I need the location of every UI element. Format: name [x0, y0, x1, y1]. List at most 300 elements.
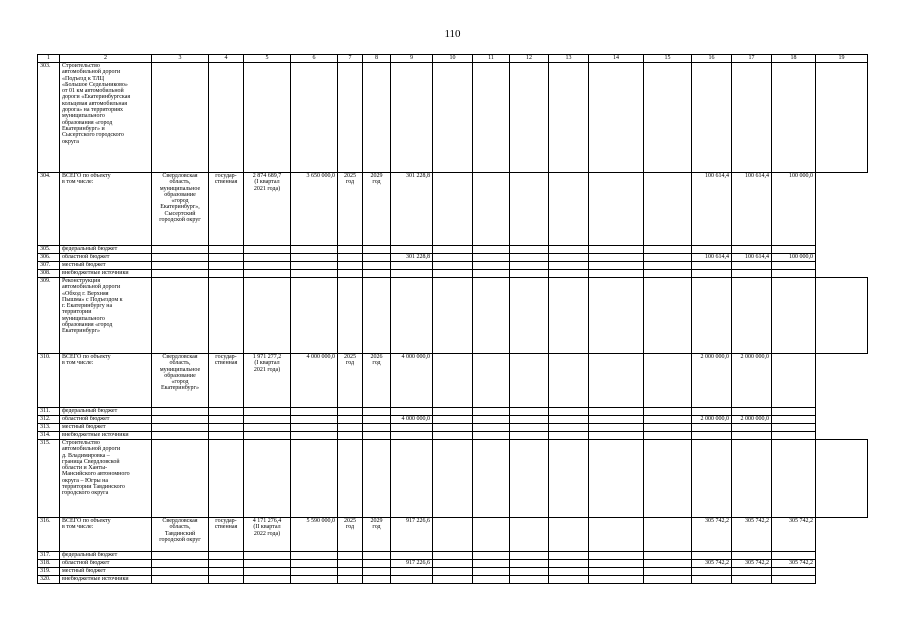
- table-cell: [473, 518, 510, 552]
- column-number-cell: 14: [589, 55, 644, 63]
- table-cell: [549, 552, 589, 560]
- table-cell: [363, 424, 391, 432]
- table-cell: [152, 63, 209, 173]
- row-label-cell: Строительство автомобильной дороги д. Владимировка – граница Свердловской области и Ханты- Мансийского автономного округа – Югры на территории Тавдинского городского округа: [60, 440, 152, 518]
- table-cell: [338, 63, 363, 173]
- table-cell: [510, 354, 549, 408]
- table-cell: государ- ственная: [209, 518, 244, 552]
- table-cell: [692, 408, 732, 416]
- table-cell: 2025 год: [338, 518, 363, 552]
- table-cell: [510, 576, 549, 584]
- table-cell: [589, 440, 644, 518]
- table-cell: [291, 424, 338, 432]
- table-cell: [692, 576, 732, 584]
- table-cell: [363, 552, 391, 560]
- table-cell: [291, 246, 338, 254]
- table-cell: [433, 440, 473, 518]
- table-cell: [433, 568, 473, 576]
- table-cell: [644, 518, 692, 552]
- table-cell: [433, 424, 473, 432]
- column-number-cell: 8: [363, 55, 391, 63]
- table-cell: [433, 262, 473, 270]
- table-cell: [589, 560, 644, 568]
- table-cell: [692, 278, 732, 354]
- table-cell: [772, 424, 816, 432]
- row-label-cell: областной бюджет: [60, 254, 152, 262]
- table-cell: [510, 440, 549, 518]
- table-cell: [644, 416, 692, 424]
- table-cell: [391, 246, 433, 254]
- table-cell: [473, 254, 510, 262]
- row-number-cell: 303.: [38, 63, 60, 173]
- table-row: [38, 262, 868, 270]
- table-cell: [338, 254, 363, 262]
- table-cell: [644, 246, 692, 254]
- table-cell: [732, 270, 772, 278]
- table-cell: [732, 424, 772, 432]
- table-cell: [433, 576, 473, 584]
- row-number-cell: 306.: [38, 254, 60, 262]
- table-cell: 100 000,0: [772, 173, 816, 246]
- table-cell: [816, 63, 868, 173]
- row-label-cell: внебюджетные источники: [60, 576, 152, 584]
- table-cell: [732, 552, 772, 560]
- table-cell: [338, 440, 363, 518]
- table-cell: [338, 568, 363, 576]
- table-cell: 305 742,2: [732, 560, 772, 568]
- table-cell: [152, 440, 209, 518]
- table-cell: государ- ственная: [209, 173, 244, 246]
- table-cell: [363, 262, 391, 270]
- table-cell: [732, 246, 772, 254]
- table-cell: [391, 270, 433, 278]
- table-cell: [152, 576, 209, 584]
- column-number-cell: 11: [473, 55, 510, 63]
- table-cell: [644, 254, 692, 262]
- table-cell: 2 000 000,0: [732, 416, 772, 424]
- table-cell: [589, 568, 644, 576]
- table-cell: [589, 354, 644, 408]
- table-cell: [291, 63, 338, 173]
- table-cell: [549, 63, 589, 173]
- table-cell: [589, 262, 644, 270]
- row-label-cell: местный бюджет: [60, 424, 152, 432]
- row-number-cell: 318.: [38, 560, 60, 568]
- column-number-cell: 17: [732, 55, 772, 63]
- table-cell: [732, 440, 772, 518]
- table-cell: Свердловская область, муниципальное образование «город Екатеринбург»: [152, 354, 209, 408]
- row-label-cell: местный бюджет: [60, 568, 152, 576]
- table-cell: [244, 408, 291, 416]
- table-cell: [772, 278, 816, 354]
- table-cell: [549, 408, 589, 416]
- table-cell: [152, 416, 209, 424]
- table-cell: [589, 408, 644, 416]
- table-cell: [291, 568, 338, 576]
- table-cell: [433, 354, 473, 408]
- row-number-cell: 310.: [38, 354, 60, 408]
- table-cell: [510, 278, 549, 354]
- table-cell: [732, 63, 772, 173]
- table-cell: 2026 год: [363, 354, 391, 408]
- table-cell: [644, 568, 692, 576]
- column-number-cell: 12: [510, 55, 549, 63]
- table-cell: [772, 432, 816, 440]
- table-cell: [510, 518, 549, 552]
- table-cell: [644, 560, 692, 568]
- table-cell: [692, 262, 732, 270]
- table-cell: [209, 560, 244, 568]
- table-cell: [692, 552, 732, 560]
- table-cell: 305 742,2: [772, 560, 816, 568]
- table-cell: [433, 408, 473, 416]
- table-row: [38, 254, 868, 262]
- table-cell: [338, 278, 363, 354]
- table-row: [38, 173, 868, 246]
- table-cell: [363, 278, 391, 354]
- table-cell: [291, 262, 338, 270]
- table-cell: 305 742,2: [692, 560, 732, 568]
- row-label-cell: областной бюджет: [60, 416, 152, 424]
- table-cell: [589, 278, 644, 354]
- table-cell: [209, 576, 244, 584]
- row-label-cell: ВСЕГО по объекту в том числе:: [60, 173, 152, 246]
- table-cell: [589, 424, 644, 432]
- table-cell: [338, 560, 363, 568]
- table-row: [38, 278, 868, 354]
- column-number-cell: 7: [338, 55, 363, 63]
- table-cell: [391, 576, 433, 584]
- table-cell: 2 874 689,7 (I квартал 2021 года): [244, 173, 291, 246]
- table-cell: [589, 173, 644, 246]
- table-cell: [244, 424, 291, 432]
- table-cell: [510, 173, 549, 246]
- table-cell: [363, 416, 391, 424]
- table-cell: [473, 262, 510, 270]
- table-cell: [433, 173, 473, 246]
- row-number-cell: 309.: [38, 278, 60, 354]
- table-cell: [152, 408, 209, 416]
- table-cell: [244, 568, 291, 576]
- column-number-cell: 19: [816, 55, 868, 63]
- row-label-cell: внебюджетные источники: [60, 432, 152, 440]
- table-cell: [473, 354, 510, 408]
- table-cell: [692, 432, 732, 440]
- table-cell: [363, 440, 391, 518]
- table-row: [38, 246, 868, 254]
- row-label-cell: местный бюджет: [60, 262, 152, 270]
- table-cell: [772, 262, 816, 270]
- table-cell: [244, 552, 291, 560]
- table-cell: [209, 246, 244, 254]
- table-cell: [816, 278, 868, 354]
- table-cell: [291, 416, 338, 424]
- row-number-cell: 308.: [38, 270, 60, 278]
- table-row: [38, 518, 868, 552]
- table-cell: [391, 63, 433, 173]
- column-number-cell: 18: [772, 55, 816, 63]
- column-number-cell: 5: [244, 55, 291, 63]
- table-cell: [209, 262, 244, 270]
- column-number-cell: 16: [692, 55, 732, 63]
- table-cell: [391, 278, 433, 354]
- table-cell: [152, 424, 209, 432]
- table-cell: [589, 254, 644, 262]
- table-cell: [772, 552, 816, 560]
- table-cell: [732, 408, 772, 416]
- table-cell: [473, 270, 510, 278]
- row-label-cell: ВСЕГО по объекту в том числе:: [60, 518, 152, 552]
- table-cell: [589, 63, 644, 173]
- table-cell: [816, 440, 868, 518]
- table-cell: [152, 270, 209, 278]
- table-cell: [391, 440, 433, 518]
- table-row: [38, 63, 868, 173]
- table-cell: [473, 246, 510, 254]
- table-cell: [152, 568, 209, 576]
- table-cell: 5 590 000,0: [291, 518, 338, 552]
- table-cell: 917 226,6: [391, 560, 433, 568]
- row-label-cell: федеральный бюджет: [60, 246, 152, 254]
- table-cell: [244, 416, 291, 424]
- table-row: [38, 408, 868, 416]
- table-cell: [338, 576, 363, 584]
- table-cell: [692, 440, 732, 518]
- table-cell: 4 000 000,0: [291, 354, 338, 408]
- table-cell: [473, 408, 510, 416]
- table-cell: [363, 432, 391, 440]
- table-cell: [338, 424, 363, 432]
- table-cell: [549, 424, 589, 432]
- table-cell: [692, 424, 732, 432]
- table-cell: [291, 576, 338, 584]
- column-number-cell: 15: [644, 55, 692, 63]
- table-cell: [549, 246, 589, 254]
- table-cell: [291, 270, 338, 278]
- table-cell: [338, 270, 363, 278]
- table-cell: [244, 560, 291, 568]
- table-cell: [209, 254, 244, 262]
- table-cell: [363, 568, 391, 576]
- table-cell: [244, 63, 291, 173]
- table-cell: [589, 270, 644, 278]
- table-cell: [209, 270, 244, 278]
- table-cell: [644, 173, 692, 246]
- table-row: [38, 568, 868, 576]
- table-body: [38, 55, 868, 584]
- table-cell: [549, 432, 589, 440]
- table-cell: [244, 270, 291, 278]
- table-cell: государ- ственная: [209, 354, 244, 408]
- column-number-cell: 4: [209, 55, 244, 63]
- table-cell: [473, 568, 510, 576]
- table-cell: [244, 440, 291, 518]
- table-cell: 100 000,0: [772, 254, 816, 262]
- row-number-cell: 304.: [38, 173, 60, 246]
- table-cell: [510, 262, 549, 270]
- table-cell: [473, 63, 510, 173]
- table-cell: 100 614,4: [692, 254, 732, 262]
- table-cell: [244, 254, 291, 262]
- table-cell: [473, 552, 510, 560]
- table-cell: [291, 278, 338, 354]
- table-row: [38, 440, 868, 518]
- table-cell: [692, 63, 732, 173]
- row-number-cell: 315.: [38, 440, 60, 518]
- table-cell: [338, 262, 363, 270]
- table-cell: [772, 354, 816, 408]
- table-cell: [644, 262, 692, 270]
- table-cell: [209, 63, 244, 173]
- table-cell: [510, 568, 549, 576]
- table-cell: [473, 576, 510, 584]
- table-cell: [433, 254, 473, 262]
- table-cell: [433, 63, 473, 173]
- table-cell: Свердловская область, муниципальное образование «город Екатеринбург», Сысертский городской округ: [152, 173, 209, 246]
- table-cell: [772, 63, 816, 173]
- table-cell: 917 226,6: [391, 518, 433, 552]
- table-cell: [433, 270, 473, 278]
- table-cell: [473, 278, 510, 354]
- table-cell: [338, 246, 363, 254]
- table-cell: [363, 246, 391, 254]
- table-cell: [692, 246, 732, 254]
- table-cell: 305 742,2: [732, 518, 772, 552]
- table-cell: [209, 432, 244, 440]
- table-cell: 301 228,8: [391, 254, 433, 262]
- table-row: [38, 560, 868, 568]
- table-cell: [549, 416, 589, 424]
- table-cell: [549, 576, 589, 584]
- table-cell: [510, 63, 549, 173]
- row-label-cell: областной бюджет: [60, 560, 152, 568]
- table-cell: [510, 416, 549, 424]
- table-cell: [549, 560, 589, 568]
- table-cell: 2 000 000,0: [692, 354, 732, 408]
- table-cell: [549, 173, 589, 246]
- table-cell: 2 000 000,0: [732, 354, 772, 408]
- table-cell: [152, 262, 209, 270]
- table-cell: [391, 552, 433, 560]
- table-row: [38, 270, 868, 278]
- table-cell: [209, 424, 244, 432]
- table-cell: [732, 568, 772, 576]
- table-cell: [291, 560, 338, 568]
- table-cell: [549, 254, 589, 262]
- table-cell: [549, 278, 589, 354]
- table-cell: [473, 424, 510, 432]
- column-number-cell: 6: [291, 55, 338, 63]
- row-number-cell: 317.: [38, 552, 60, 560]
- table-cell: [589, 552, 644, 560]
- table-cell: [433, 246, 473, 254]
- table-cell: 4 171 276,4 (II квартал 2022 года): [244, 518, 291, 552]
- table-row: [38, 424, 868, 432]
- table-cell: [510, 246, 549, 254]
- table-cell: [644, 424, 692, 432]
- table-cell: [772, 440, 816, 518]
- table-cell: [433, 432, 473, 440]
- table-cell: [473, 560, 510, 568]
- column-number-cell: 13: [549, 55, 589, 63]
- row-number-cell: 311.: [38, 408, 60, 416]
- table-cell: [363, 560, 391, 568]
- table-cell: [433, 518, 473, 552]
- table-cell: [152, 560, 209, 568]
- table-cell: [510, 560, 549, 568]
- table-cell: [549, 568, 589, 576]
- row-label-cell: федеральный бюджет: [60, 408, 152, 416]
- table-cell: [549, 262, 589, 270]
- table-cell: [692, 270, 732, 278]
- row-number-cell: 312.: [38, 416, 60, 424]
- table-cell: [644, 270, 692, 278]
- table-cell: [473, 416, 510, 424]
- table-cell: [433, 560, 473, 568]
- table-cell: 305 742,2: [692, 518, 732, 552]
- table-cell: [291, 432, 338, 440]
- table-cell: [338, 416, 363, 424]
- table-cell: [644, 552, 692, 560]
- table-cell: [391, 262, 433, 270]
- table-cell: [644, 278, 692, 354]
- table-cell: 4 000 000,0: [391, 416, 433, 424]
- column-number-cell: 10: [433, 55, 473, 63]
- table-cell: [152, 254, 209, 262]
- table-cell: [338, 408, 363, 416]
- table-cell: 100 614,4: [692, 173, 732, 246]
- table-cell: [244, 246, 291, 254]
- table-cell: [363, 576, 391, 584]
- table-cell: [391, 408, 433, 416]
- column-number-cell: 9: [391, 55, 433, 63]
- table-cell: [338, 552, 363, 560]
- table-cell: [732, 262, 772, 270]
- table-cell: [244, 278, 291, 354]
- column-number-cell: 3: [152, 55, 209, 63]
- row-number-cell: 319.: [38, 568, 60, 576]
- table-cell: [589, 432, 644, 440]
- table-cell: 100 614,4: [732, 173, 772, 246]
- table-cell: [510, 254, 549, 262]
- table-cell: 305 742,2: [772, 518, 816, 552]
- table-cell: 2 000 000,0: [692, 416, 732, 424]
- table-cell: [510, 432, 549, 440]
- table-cell: [291, 552, 338, 560]
- table-cell: [433, 278, 473, 354]
- table-cell: [152, 552, 209, 560]
- table-cell: [338, 432, 363, 440]
- table-cell: [363, 254, 391, 262]
- table-cell: 2025 год: [338, 173, 363, 246]
- table-cell: [772, 576, 816, 584]
- table-cell: [549, 354, 589, 408]
- table-cell: [291, 440, 338, 518]
- table-cell: [589, 416, 644, 424]
- table-cell: [433, 552, 473, 560]
- table-cell: [644, 432, 692, 440]
- table-cell: [152, 278, 209, 354]
- row-number-cell: 316.: [38, 518, 60, 552]
- table-cell: [732, 278, 772, 354]
- table-cell: 2025 год: [338, 354, 363, 408]
- table-cell: [209, 278, 244, 354]
- table-cell: 4 000 000,0: [391, 354, 433, 408]
- table-cell: [644, 354, 692, 408]
- table-cell: [772, 408, 816, 416]
- budget-table: [37, 54, 868, 584]
- column-number-row: [38, 55, 868, 63]
